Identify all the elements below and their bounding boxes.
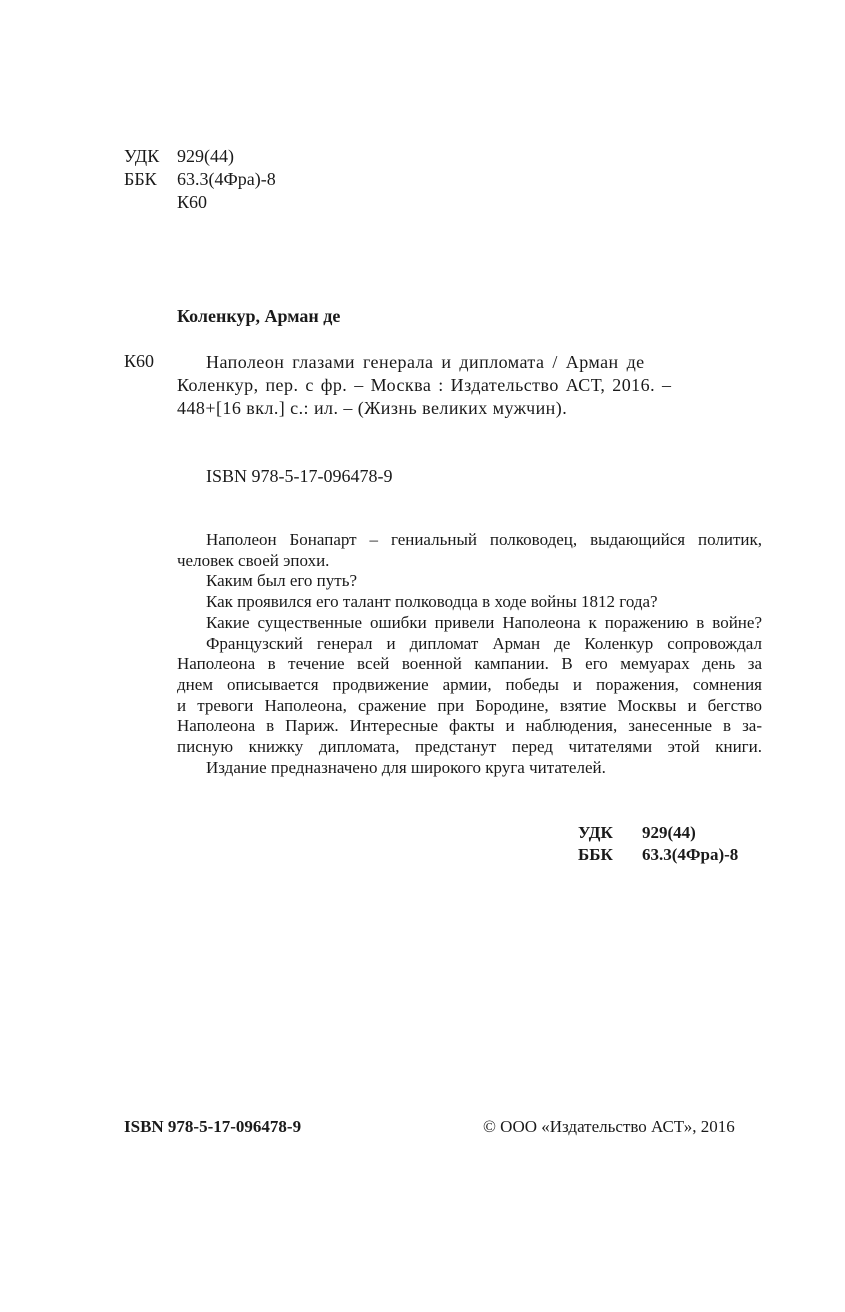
annotation-line: человек своей эпохи. xyxy=(177,550,330,570)
isbn-middle: ISBN 978-5-17-096478-9 xyxy=(206,466,393,486)
isbn-footer: ISBN 978-5-17-096478-9 xyxy=(124,1117,302,1136)
annotation-line: Наполеон Бонапарт – гениальный полководец, выдающийся политик, xyxy=(206,530,762,549)
entry-line: Наполеон глазами генерала и дипломата / Арман де xyxy=(206,352,645,372)
annotation-line: Наполеона в течение всей военной кампании. В его мемуарах день за xyxy=(177,654,762,674)
bbk-label: ББК xyxy=(124,169,157,189)
author-mark: К60 xyxy=(177,192,208,212)
bbk-label: ББК xyxy=(578,845,613,864)
annotation-line: Как проявился его талант полководца в ходе войны 1812 года? xyxy=(206,592,658,612)
copyright-notice: © ООО «Издательство АСТ», 2016 xyxy=(483,1117,735,1136)
entry-code: К60 xyxy=(124,351,155,371)
annotation-line: писную книжку дипломата, предстанут перед читателями этой книги. xyxy=(177,737,762,757)
entry-line: Коленкур, пер. с фр. – Москва : Издательство АСТ, 2016. – xyxy=(177,375,672,395)
annotation-line: днем описывается продвижение армии, победы и поражения, сомнения xyxy=(177,674,762,694)
annotation-line: Французский генерал и дипломат Арман де Коленкур сопровождал xyxy=(206,633,762,653)
entry-line: 448+[16 вкл.] с.: ил. – (Жизнь великих мужчин). xyxy=(177,398,568,418)
udk-value: 929(44) xyxy=(177,146,234,166)
annotation-line: и тревоги Наполеона, сражение при Бородине, взятие Москвы и бегство xyxy=(177,695,762,715)
udk-label: УДК xyxy=(124,146,160,166)
bbk-value: 63.3(4Фра)-8 xyxy=(642,845,739,864)
bbk-value: 63.3(4Фра)-8 xyxy=(177,169,276,189)
bibliographic-entry xyxy=(177,351,762,420)
udk-label: УДК xyxy=(578,823,613,842)
annotation-line: Каким был его путь? xyxy=(206,571,357,591)
annotation-line: Какие существенные ошибки привели Наполеона к поражению в войне? xyxy=(206,612,762,632)
annotation xyxy=(177,530,762,778)
annotation-line: Издание предназначено для широкого круга читателей. xyxy=(206,757,606,777)
author-heading: Коленкур, Арман де xyxy=(177,306,341,326)
annotation-line: Наполеона в Париж. Интересные факты и наблюдения, занесенные в за- xyxy=(177,716,762,736)
udk-value: 929(44) xyxy=(642,823,696,842)
